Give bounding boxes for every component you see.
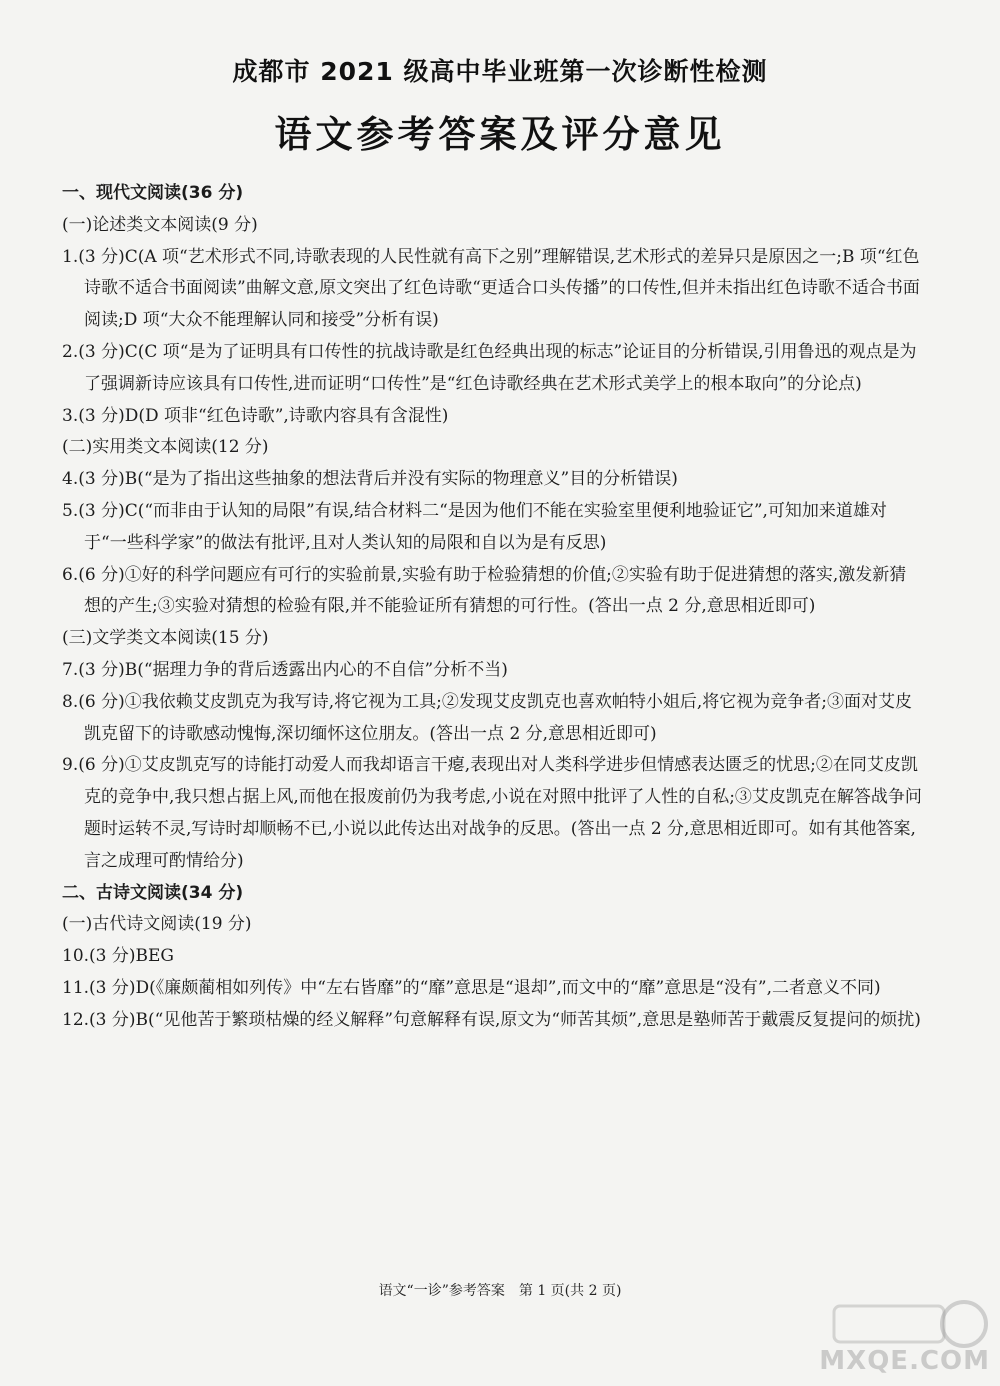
answer-item: 9.(6 分)①艾皮凯克写的诗能打动爱人而我却语言干瘪,表现出对人类科学进步但情感表达匮乏的忧思;②在同艾皮凯克的竞争中,我只想占据上风,而他在报废前仍为我考虑,小说在对照中批评了人性的自私;③艾皮凯克在解答战争问题时运转不灵,写诗时却顺畅不已,小说以此传达出对战争的反思。(答出一点 2 分,意思相近即可。如有其他答案,言之成理可酌情给分) [62,755,922,871]
answer-content [62,178,922,1037]
answer-item: 6.(6 分)①好的科学问题应有可行的实验前景,实验有助于检验猜想的价值;②实验有助于促进猜想的落实,激发新猜想的产生;③实验对猜想的检验有限,并不能验证所有猜想的可行性。(答出一点 2 分,意思相近即可) [62,564,907,617]
answer-item: 2.(3 分)C(C 项“是为了证明具有口传性的抗战诗歌是红色经典出现的标志”论证目的分析错误,引用鲁迅的观点是为了强调新诗应该具有口传性,进而证明“口传性”是“红色诗歌经典在艺术形式美学上的根本取向”的分论点) [62,341,917,394]
section-heading: 二、古诗文阅读(34 分) [62,882,244,903]
answer-item: 10.(3 分)BEG [62,946,175,967]
document-title: 语文参考答案及评分意见 [274,113,726,156]
subsection-heading: (二)实用类文本阅读(12 分) [62,437,269,458]
subsection-heading: (三)文学类文本阅读(15 分) [62,628,269,649]
watermark-text: MXQE.COM [819,1346,990,1376]
page-footer: 语文“一诊”参考答案 第 1 页(共 2 页) [378,1283,622,1299]
answer-item: 7.(3 分)B(“据理力争的背后透露出内心的不自信”分析不当) [62,659,508,680]
watermark-logo [804,1292,994,1382]
answer-item: 1.(3 分)C(A 项“艺术形式不同,诗歌表现的人民性就有高下之别”理解错误,艺术形式的差异只是原因之一;B 项“红色诗歌不适合书面阅读”曲解文意,原文突出了红色诗歌“更适合口头传播”的口传性,但并未指出红色诗歌不适合书面阅读;D 项“大众不能理解认同和接受”分析有误) [62,246,920,331]
answer-item: 3.(3 分)D(D 项非“红色诗歌”,诗歌内容具有含混性) [62,405,449,426]
answer-item: 8.(6 分)①我依赖艾皮凯克为我写诗,将它视为工具;②发现艾皮凯克也喜欢帕特小姐后,将它视为竞争者;③面对艾皮凯克留下的诗歌感动愧悔,深切缅怀这位朋友。(答出一点 2 分,意思相近即可) [62,691,912,744]
subsection-heading: (一)古代诗文阅读(19 分) [62,914,252,935]
answer-item: 11.(3 分)D(《廉颇蔺相如列传》中“左右皆靡”的“靡”意思是“退却”,而文中的“靡”意思是“没有”,二者意义不同) [62,977,881,998]
answer-item: 4.(3 分)B(“是为了指出这些抽象的想法背后并没有实际的物理意义”目的分析错误) [62,469,678,490]
exam-title: 成都市 2021 级高中毕业班第一次诊断性检测 [232,57,768,86]
subsection-heading: (一)论述类文本阅读(9 分) [62,214,258,235]
answer-item: 12.(3 分)B(“见他苦于繁琐枯燥的经义解释”句意解释有误,原文为“师苦其烦”,意思是塾师苦于戴震反复提问的烦扰) [62,1009,921,1030]
section-heading: 一、现代文阅读(36 分) [62,183,244,203]
answer-item: 5.(3 分)C(“而非由于认知的局限”有误,结合材料二“是因为他们不能在实验室里便利地验证它”,可知加来道雄对于“一些科学家”的做法有批评,且对人类认知的局限和自以为是有反思) [62,500,887,553]
